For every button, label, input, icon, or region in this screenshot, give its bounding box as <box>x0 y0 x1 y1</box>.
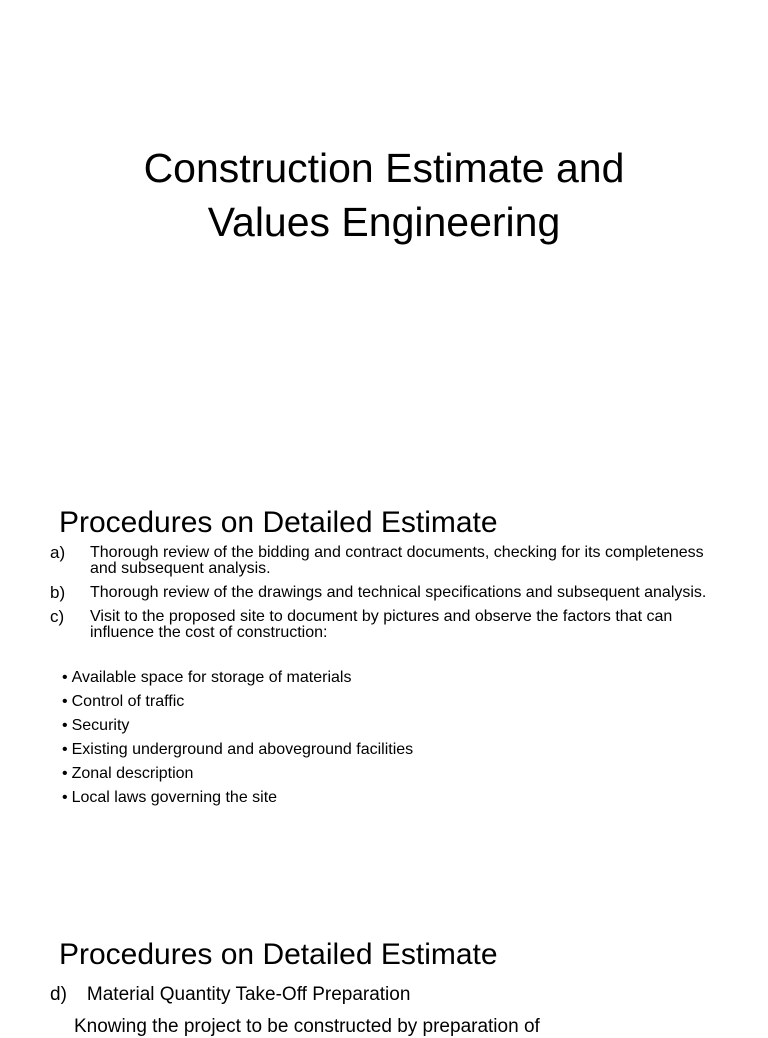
title-line-1: Construction Estimate and <box>143 145 625 192</box>
procedure-list <box>50 545 718 649</box>
section-heading: Procedures on Detailed Estimate <box>59 505 498 539</box>
bullet-item <box>62 714 413 738</box>
bullet-dot-icon: • <box>62 741 68 758</box>
bullet-item <box>62 786 413 810</box>
list-item-text: Thorough review of the drawings and technical specifications and subsequent analysis. <box>90 584 707 601</box>
section-heading: Procedures on Detailed Estimate <box>59 937 498 971</box>
bullet-dot-icon: • <box>62 765 68 782</box>
procedures-slide-1 <box>0 440 768 880</box>
list-item <box>50 545 718 577</box>
list-item-text: Visit to the proposed site to document by pictures and observe the factors that can influence the cost of construction: <box>90 608 673 641</box>
list-item-text: Material Quantity Take-Off Preparation <box>86 984 411 1005</box>
document-title <box>0 141 768 249</box>
bullet-text: Zonal description <box>71 765 194 782</box>
site-factors-list <box>62 666 413 810</box>
list-marker: a) <box>50 543 66 562</box>
partial-text-line: Knowing the project to be constructed by preparation of <box>74 1016 540 1037</box>
procedures-slide-2 <box>0 880 768 1037</box>
bullet-text: Available space for storage of materials <box>71 669 352 686</box>
bullet-text: Existing underground and aboveground facilities <box>71 741 414 758</box>
list-item <box>50 609 718 641</box>
bullet-item <box>62 666 413 690</box>
bullet-item <box>62 738 413 762</box>
bullet-text: Local laws governing the site <box>71 789 278 806</box>
list-item-text: Thorough review of the bidding and contract documents, checking for its completeness and subsequent analysis. <box>90 544 704 577</box>
title-slide <box>0 0 768 440</box>
bullet-text: Control of traffic <box>71 693 185 710</box>
bullet-dot-icon: • <box>62 669 68 686</box>
list-marker: c) <box>50 607 65 626</box>
list-item <box>50 984 410 1006</box>
bullet-item <box>62 690 413 714</box>
list-marker: b) <box>50 583 66 602</box>
bullet-text: Security <box>71 717 130 734</box>
bullet-dot-icon: • <box>62 789 68 806</box>
list-marker: d) <box>50 984 67 1005</box>
bullet-dot-icon: • <box>62 693 68 710</box>
title-line-2: Values Engineering <box>207 199 561 246</box>
list-item <box>50 585 718 601</box>
bullet-dot-icon: • <box>62 717 68 734</box>
bullet-item <box>62 762 413 786</box>
